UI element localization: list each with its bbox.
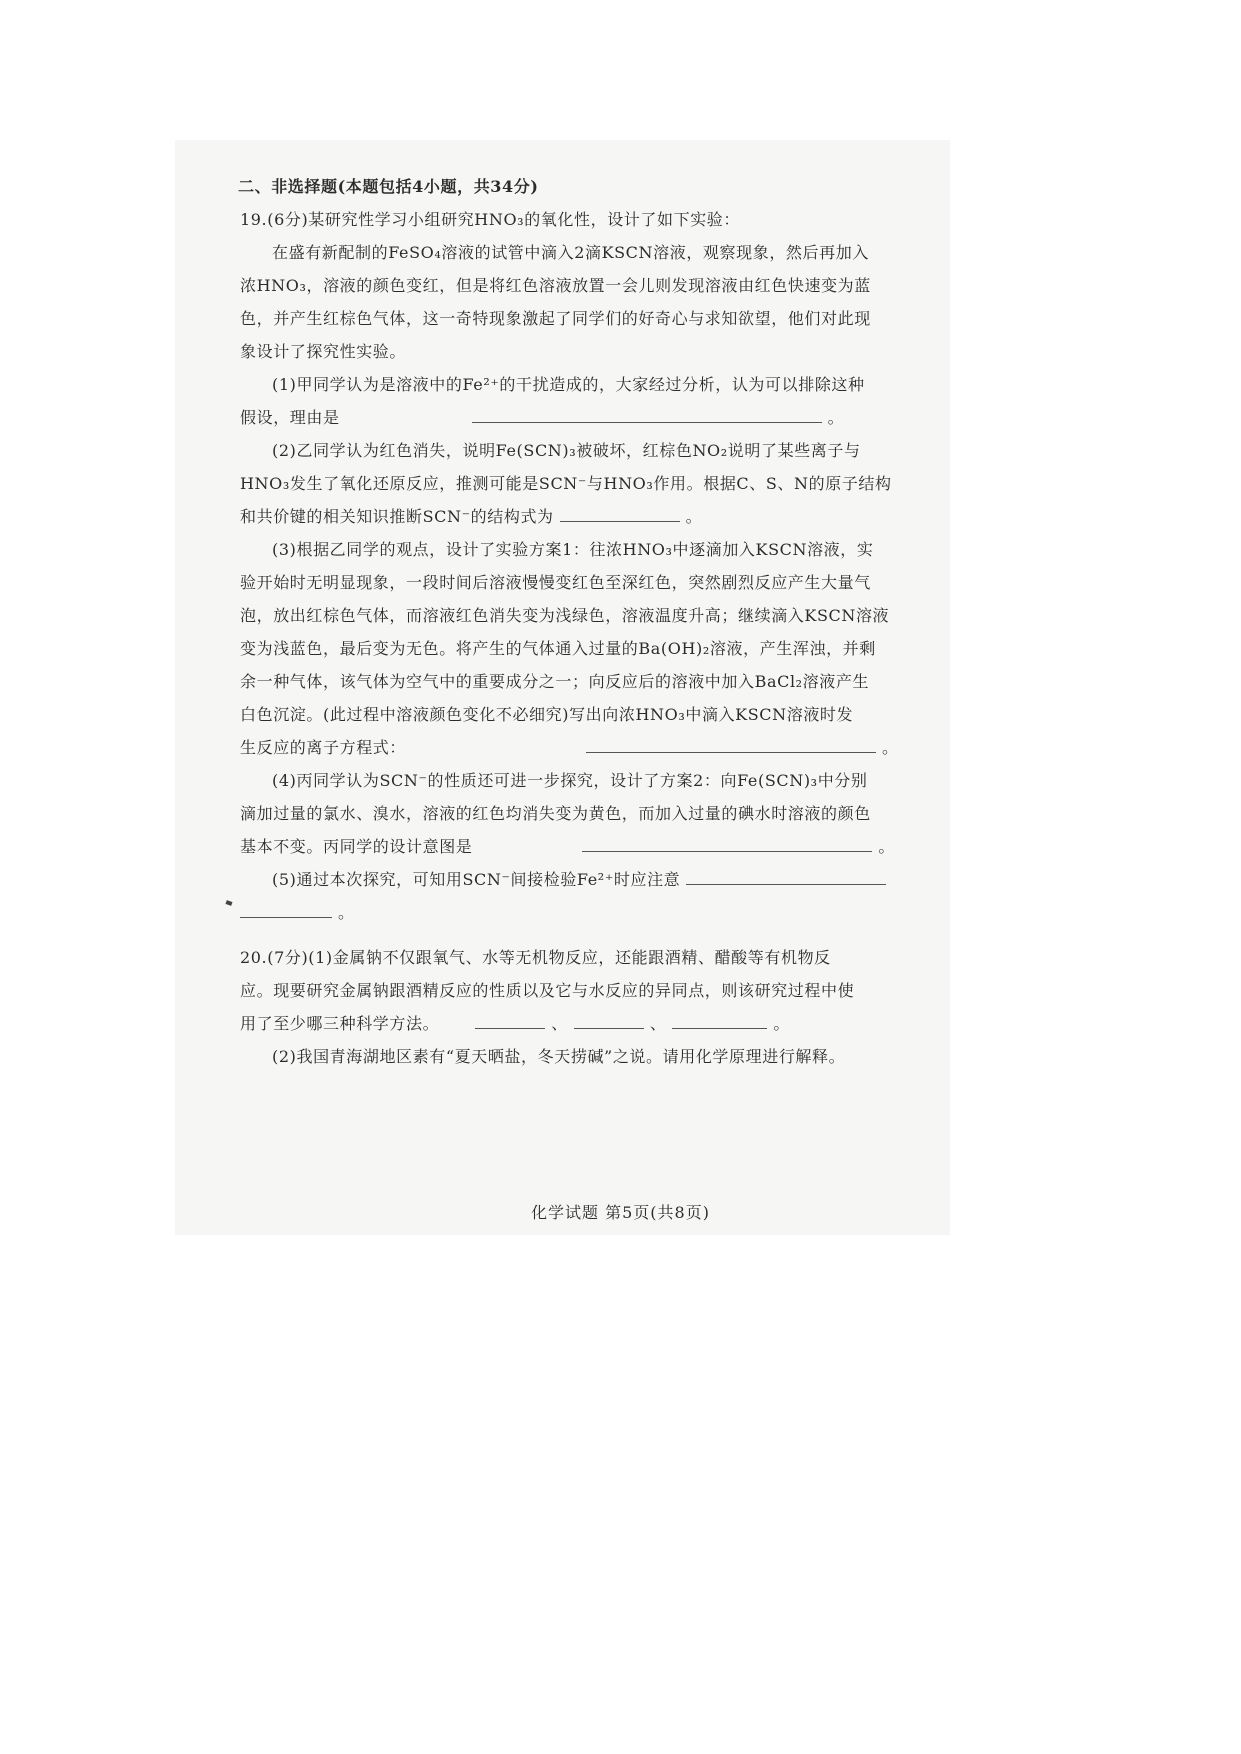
- exam-content: [240, 170, 930, 1073]
- answer-blank-7[interactable]: [574, 1028, 644, 1029]
- q19-part2-prompt: 和共价键的相关知识推断SCN⁻的结构式为: [240, 507, 554, 526]
- q19-stem-line4: 色，并产生红棕色气体，这一奇特现象激起了同学们的好奇心与求知欲望，他们对此现: [240, 309, 871, 328]
- period: 。: [773, 1014, 791, 1033]
- q19-part4-line1: (4)丙同学认为SCN⁻的性质还可进一步探究，设计了方案2：向Fe(SCN)₃中分别: [272, 771, 868, 790]
- q19-stem-line3: 浓HNO₃，溶液的颜色变红，但是将红色溶液放置一会儿则发现溶液由红色快速变为蓝: [240, 276, 871, 295]
- answer-blank-5b[interactable]: [240, 917, 332, 918]
- q19-part3-line5: 余一种气体，该气体为空气中的重要成分之一；向反应后的溶液中加入BaCl₂溶液产生: [240, 672, 870, 691]
- q19-stem-line5: 象设计了探究性实验。: [240, 342, 407, 361]
- q20-part1-prompt: 用了至少哪三种科学方法。: [240, 1014, 440, 1033]
- period: 。: [338, 903, 355, 922]
- q20-line3: [240, 1007, 930, 1040]
- q19-part3-line3: 泡，放出红棕色气体，而溶液红色消失变为浅绿色，溶液温度升高；继续滴入KSCN溶液: [240, 606, 890, 625]
- separator: 、: [649, 1014, 667, 1033]
- period: 。: [827, 408, 845, 427]
- answer-blank-2[interactable]: [560, 521, 680, 522]
- q19-part2-line3: [240, 500, 930, 533]
- period: 。: [882, 738, 899, 757]
- answer-blank-3[interactable]: [586, 752, 876, 753]
- q19-part5-line1: [240, 863, 930, 896]
- q19-part1-line1: (1)甲同学认为是溶液中的Fe²⁺的干扰造成的，大家经过分析，认为可以排除这种: [272, 375, 865, 394]
- q19-part5-line2: [240, 896, 930, 929]
- answer-blank-5a[interactable]: [686, 884, 886, 885]
- q19-part4-line2: 滴加过量的氯水、溴水，溶液的红色均消失变为黄色，而加入过量的碘水时溶液的颜色: [240, 804, 871, 823]
- q20-line2: 应。现要研究金属钠跟酒精反应的性质以及它与水反应的异同点，则该研究过程中使: [240, 981, 855, 1000]
- section-title: 二、非选择题(本题包括4小题，共34分): [238, 177, 539, 196]
- q19-stem-line2: 在盛有新配制的FeSO₄溶液的试管中滴入2滴KSCN溶液，观察现象，然后再加入: [272, 243, 869, 262]
- q20-part2: (2)我国青海湖地区素有“夏天晒盐，冬天捞碱”之说。请用化学原理进行解释。: [272, 1047, 846, 1066]
- q19-part3-prompt: 生反应的离子方程式：: [240, 738, 407, 757]
- q19-part3-line2: 验开始时无明显现象，一段时间后溶液慢慢变红色至深红色，突然剧烈反应产生大量气: [240, 573, 871, 592]
- q19-part4-line3: [240, 830, 930, 863]
- q19-part3-line7: [240, 731, 930, 764]
- q19-part1-prompt: 假设，理由是: [240, 408, 340, 427]
- period: 。: [878, 837, 896, 856]
- answer-blank-8[interactable]: [672, 1028, 767, 1029]
- answer-blank-4[interactable]: [582, 851, 872, 852]
- separator: 、: [551, 1014, 568, 1033]
- q19-part2-line1: (2)乙同学认为红色消失，说明Fe(SCN)₃被破坏，红棕色NO₂说明了某些离子与: [272, 441, 861, 460]
- q19-part3-line4: 变为浅蓝色，最后变为无色。将产生的气体通入过量的Ba(OH)₂溶液，产生浑浊，并剩: [240, 639, 876, 658]
- q19-stem-line1: 19.(6分)某研究性学习小组研究HNO₃的氧化性，设计了如下实验：: [240, 210, 740, 229]
- q19-part4-prompt: 基本不变。丙同学的设计意图是: [240, 837, 473, 856]
- q19-part1-line2: [240, 401, 930, 434]
- answer-blank-6[interactable]: [475, 1028, 545, 1029]
- q19-part2-line2: HNO₃发生了氧化还原反应，推测可能是SCN⁻与HNO₃作用。根据C、S、N的原子结构: [240, 474, 892, 493]
- q19-part3-line6: 白色沉淀。(此过程中溶液颜色变化不必细究)写出向浓HNO₃中滴入KSCN溶液时发: [240, 705, 854, 724]
- q19-part3-line1: (3)根据乙同学的观点，设计了实验方案1：往浓HNO₃中逐滴加入KSCN溶液，实: [272, 540, 874, 559]
- page-footer: 化学试题 第5页(共8页): [531, 1203, 710, 1222]
- period: 。: [685, 507, 703, 526]
- q19-part5-prompt: (5)通过本次探究，可知用SCN⁻间接检验Fe²⁺时应注意: [272, 870, 681, 889]
- answer-blank-1[interactable]: [472, 422, 822, 423]
- q20-line1: 20.(7分)(1)金属钠不仅跟氧气、水等无机物反应，还能跟酒精、醋酸等有机物反: [240, 948, 831, 967]
